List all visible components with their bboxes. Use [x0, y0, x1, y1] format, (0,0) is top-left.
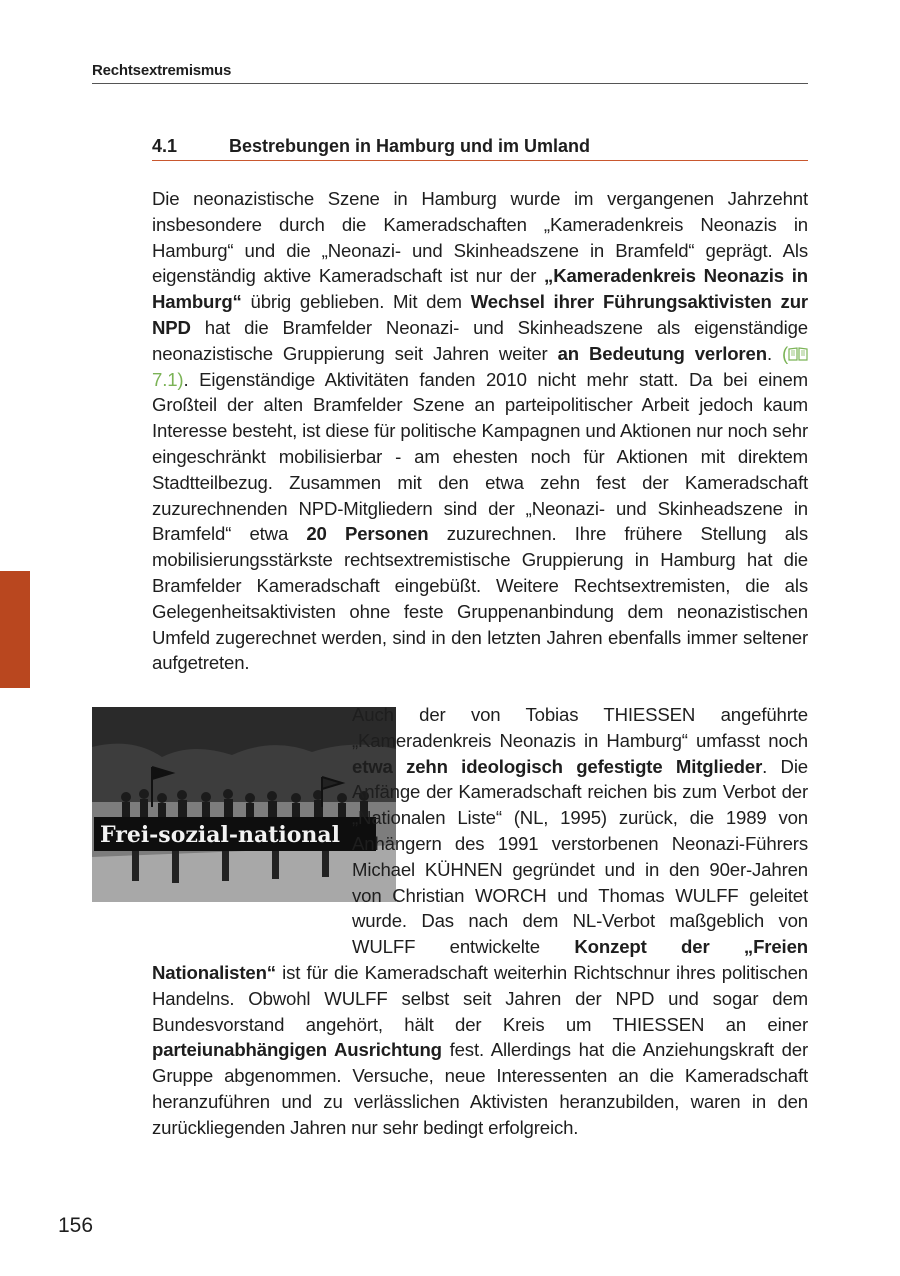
section-title: Bestrebungen in Hamburg und im Umland: [229, 136, 591, 156]
emphasis: parteiunabhängigen Ausrichtung: [152, 1039, 442, 1061]
text-run: ist für die Kameradschaft weiterhin Richtschnur ihres politischen Handelns. Obwohl WULFF selbst seit Jahren der NPD und sogar dem Bundesvorstand angehört, hält der Kreis um THIESSEN an einer: [152, 961, 808, 1035]
book-icon: [788, 347, 808, 361]
text-run: fest. Allerdings hat die Anziehungskraft der Gruppe abgenommen. Versuche, neue Interessenten an die Kameradschaft heranzuführen und zu verlässlichen Aktivisten heranzubilden, waren in den zurückliegenden Jahren nur sehr bedingt erfolgreich.: [152, 1039, 808, 1138]
running-header: Rechtsextremismus: [92, 62, 808, 84]
text-run: hat die Bramfelder Neonazi- und Skinheadszene als eigenständige neonazistische Gruppierung seit Jahren weiter: [152, 316, 808, 364]
page-number: 156: [58, 1214, 94, 1237]
paragraph-1: [152, 186, 808, 676]
text-run: .: [766, 342, 782, 364]
text-run: . Die Anfänge der Kameradschaft reichen bis zum Verbot der „Nationalen Liste“ (NL, 1995) zurück, die 1989 von Anhängern des 1991 verstorbenen Neonazi-Führers Michael KÜHNEN gegründet und in den 90er-Jahren von Christian WORCH und Thomas WULFF geleitet wurde. Das nach dem NL-Verbot maßgeblich von WULFF entwickelte: [352, 755, 808, 958]
emphasis: Konzept der „Freien Nationalisten“: [152, 936, 808, 983]
section-number: 4.1: [152, 136, 178, 156]
emphasis: an Bedeutung verloren: [557, 342, 767, 364]
xref-open: (: [781, 342, 788, 364]
emphasis: etwa zehn ideologisch gefestigte Mitglieder: [352, 755, 763, 777]
photo-banner-text: Frei-sozial-national: [100, 822, 341, 848]
emphasis: „Kameradenkreis Neonazis in Hamburg“: [152, 265, 808, 313]
text-run: zuzurechnen. Ihre frühere Stellung als mobilisierungsstärkste rechtsextremistische Gruppierung in Hamburg hat die Bramfelder Kameradschaft eingebüßt. Weitere Rechtsextremisten, die als Gelegenheitsaktivisten ohne feste Gruppenanbindung dem neonazistischen Umfeld zugerechnet werden, sind in den letzten Jahren ebenfalls immer seltener aufgetreten.: [152, 523, 809, 674]
xref-target: 7.1): [152, 368, 184, 390]
paragraph-2: [152, 702, 808, 1141]
text-run: Die neonazistische Szene in Hamburg wurde im vergangenen Jahrzehnt insbesondere durch die Kameradschaften „Kameradenkreis Neonazis in Hamburg“ und die „Neonazi- und Skinheadszene in Bramfeld“ geprägt. Als eigenständig aktive Kameradschaft ist nur der: [152, 188, 808, 287]
chapter-side-tab: [0, 571, 30, 688]
emphasis: Wechsel ihrer Führungsaktivisten zur NPD: [152, 291, 808, 338]
photo-wrap-space: [92, 702, 352, 954]
text-run: übrig geblieben. Mit dem: [241, 291, 471, 313]
section-heading: [152, 136, 808, 161]
text-run: . Eigenständige Aktivitäten fanden 2010 nicht mehr statt. Da bei einem Großteil der alten Bramfelder Szene an parteipolitischer Arbeit jedoch kaum Interesse besteht, ist diese für politische Kampagnen und Aktionen nur noch sehr eingeschränkt mobilisierbar - am ehesten noch für Aktionen mit direktem Stadtteilbezug. Zusammen mit den etwa zehn fest der Kameradschaft zuzurechnenden NPD-Mitgliedern sind der „Neonazi- und Skinheadszene in Bramfeld“ etwa: [152, 368, 808, 545]
text-run: Auch der von Tobias THIESSEN angeführte „Kameradenkreis Neonazis in Hamburg“ umfasst noch: [352, 704, 808, 751]
emphasis: 20 Personen: [306, 523, 429, 545]
